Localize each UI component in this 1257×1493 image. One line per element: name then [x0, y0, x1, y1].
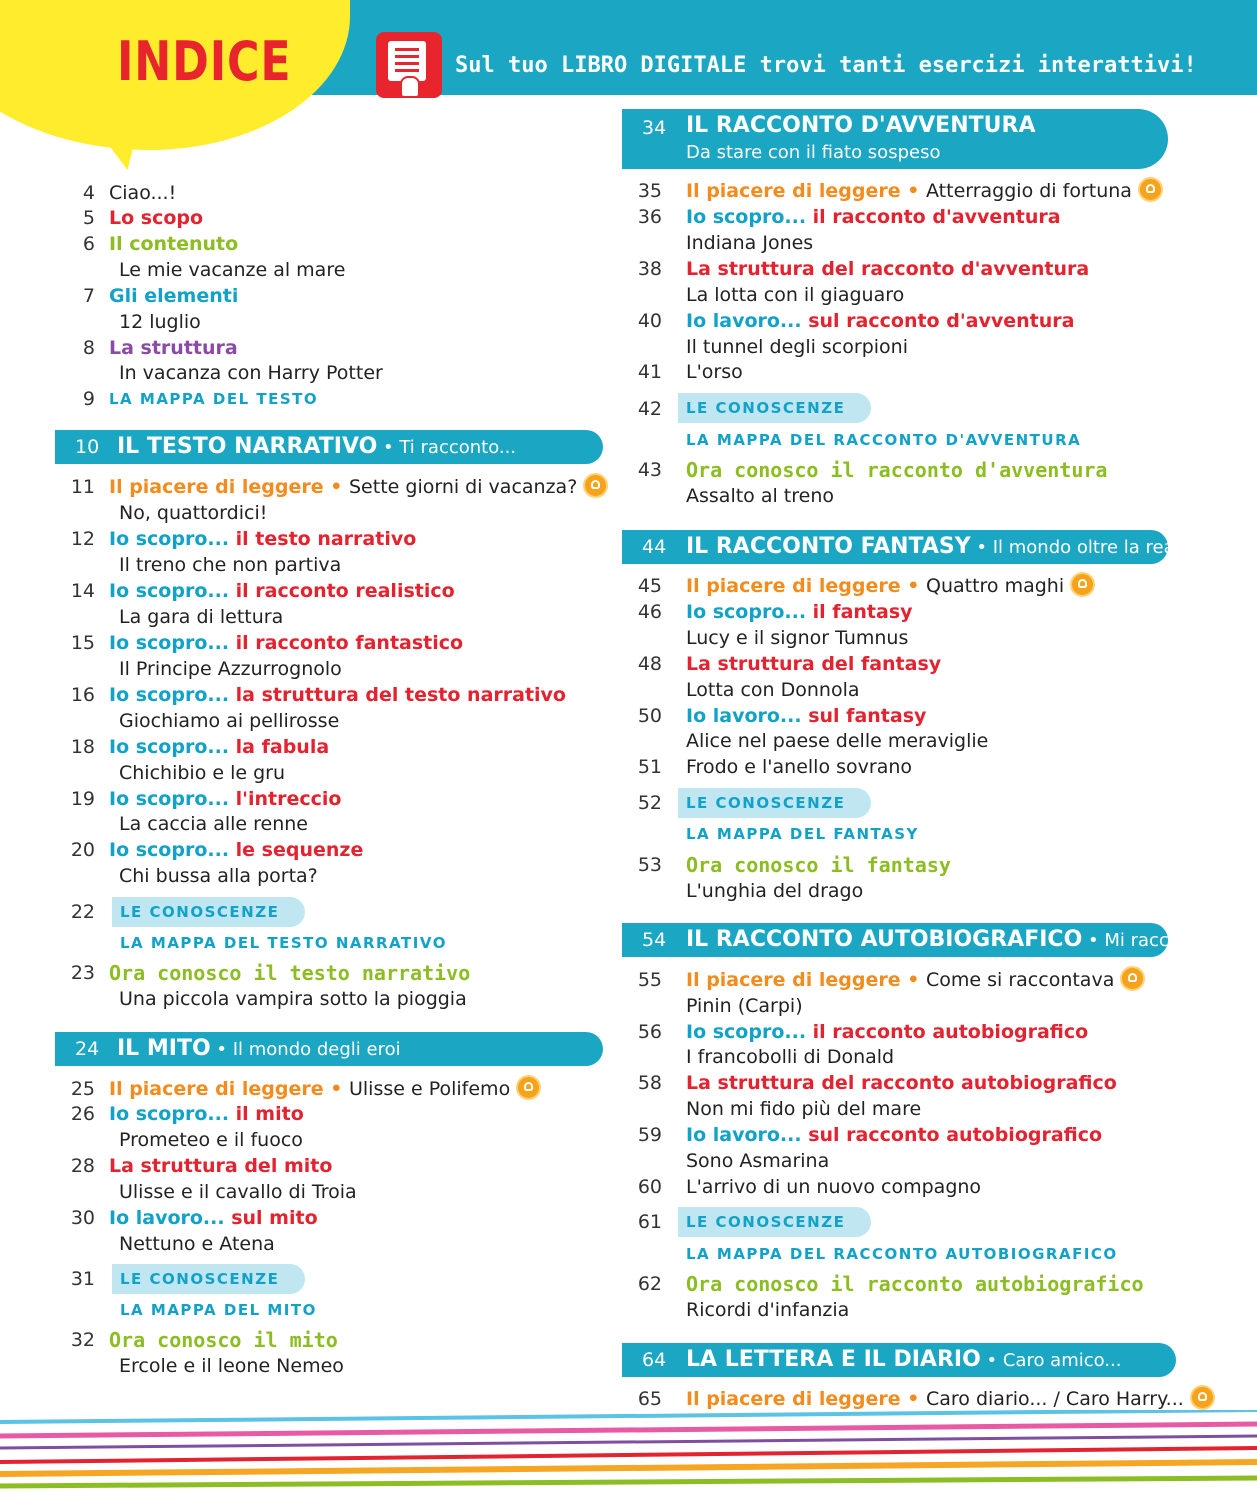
chapter-header-fantasy[interactable]: 44 IL RACCONTO FANTASY • Il mondo oltre la realtà: [622, 530, 1168, 564]
toc-subtitle: Indiana Jones: [686, 232, 814, 254]
conoscenze-badge[interactable]: LE CONOSCENZE: [678, 393, 871, 423]
decorative-stripes: [0, 1410, 1257, 1493]
chapter-header-autobiografico[interactable]: 54 IL RACCONTO AUTOBIOGRAFICO • Mi racconto...: [622, 923, 1168, 957]
audio-icon[interactable]: [1138, 177, 1163, 202]
conoscenze-badge[interactable]: LE CONOSCENZE: [678, 788, 871, 818]
toc-subtitle: In vacanza con Harry Potter: [119, 362, 383, 384]
audio-icon[interactable]: [1070, 572, 1095, 597]
audio-icon[interactable]: [516, 1075, 541, 1100]
toc-subtitle: Lotta con Donnola: [686, 679, 860, 701]
conoscenze-badge[interactable]: LE CONOSCENZE: [112, 1264, 305, 1294]
toc-subtitle: Lucy e il signor Tumnus: [686, 627, 909, 649]
toc-subtitle: Ulisse e il cavallo di Troia: [119, 1181, 357, 1203]
toc-subtitle: Alice nel paese delle meraviglie: [686, 730, 989, 752]
toc-subtitle: 12 luglio: [119, 311, 201, 333]
toc-subtitle: L'unghia del drago: [686, 880, 864, 902]
toc-subtitle: Il treno che non partiva: [119, 554, 342, 576]
toc-subtitle: Le mie vacanze al mare: [119, 259, 346, 281]
toc-subtitle: Assalto al treno: [686, 485, 834, 507]
chapter-header-mito[interactable]: 24 IL MITO • Il mondo degli eroi: [55, 1032, 603, 1066]
audio-icon[interactable]: [1190, 1385, 1215, 1410]
toc-entry-map[interactable]: LA MAPPA DEL RACCONTO AUTOBIOGRAFICO: [686, 1245, 1118, 1263]
pointing-hand-icon: [400, 76, 420, 98]
toc-entry-map[interactable]: LA MAPPA DEL RACCONTO D'AVVENTURA: [686, 431, 1082, 449]
toc-subtitle: No, quattordici!: [119, 502, 268, 524]
chapter-header-avventura[interactable]: 34 IL RACCONTO D'AVVENTURA Da stare con il fiato sospeso: [622, 109, 1168, 169]
toc-subtitle: Chichibio e le gru: [119, 762, 286, 784]
toc-subtitle: Ricordi d'infanzia: [686, 1299, 850, 1321]
toc-subtitle: Il tunnel degli scorpioni: [686, 336, 908, 358]
toc-subtitle: Sono Asmarina: [686, 1150, 830, 1172]
toc-subtitle: I francobolli di Donald: [686, 1046, 895, 1068]
toc-entry-map[interactable]: LA MAPPA DEL FANTASY: [686, 825, 919, 843]
toc-subtitle: La lotta con il giaguaro: [686, 284, 905, 306]
toc-subtitle: La gara di lettura: [119, 606, 284, 628]
chapter-header-testo-narrativo[interactable]: 10 IL TESTO NARRATIVO • Ti racconto...: [55, 430, 603, 464]
conoscenze-badge[interactable]: LE CONOSCENZE: [678, 1207, 871, 1237]
conoscenze-badge[interactable]: LE CONOSCENZE: [112, 897, 305, 927]
toc-subtitle: Pinin (Carpi): [686, 995, 803, 1017]
digital-book-slogan: Sul tuo LIBRO DIGITALE trovi tanti esercizi interattivi!: [455, 53, 1197, 78]
toc-subtitle: Il Principe Azzurrognolo: [119, 658, 342, 680]
toc-subtitle: Non mi fido più del mare: [686, 1098, 922, 1120]
toc-entry-map[interactable]: LA MAPPA DEL MITO: [120, 1301, 317, 1319]
toc-entry-map[interactable]: LA MAPPA DEL TESTO NARRATIVO: [120, 934, 447, 952]
toc-subtitle: Chi bussa alla porta?: [119, 865, 318, 887]
toc-subtitle: La caccia alle renne: [119, 813, 308, 835]
audio-icon[interactable]: [1120, 966, 1145, 991]
page-title: INDICE: [117, 30, 292, 93]
audio-icon[interactable]: [583, 473, 608, 498]
chapter-header-lettera-diario[interactable]: 64 LA LETTERA E IL DIARIO • Caro amico...: [622, 1343, 1176, 1377]
toc-subtitle: Prometeo e il fuoco: [119, 1129, 303, 1151]
toc-subtitle: Nettuno e Atena: [119, 1233, 275, 1255]
digital-book-icon[interactable]: [376, 32, 442, 98]
toc-subtitle: Ercole e il leone Nemeo: [119, 1355, 344, 1377]
toc-subtitle: Giochiamo ai pellirosse: [119, 710, 340, 732]
toc-subtitle: Una piccola vampira sotto la pioggia: [119, 988, 467, 1010]
